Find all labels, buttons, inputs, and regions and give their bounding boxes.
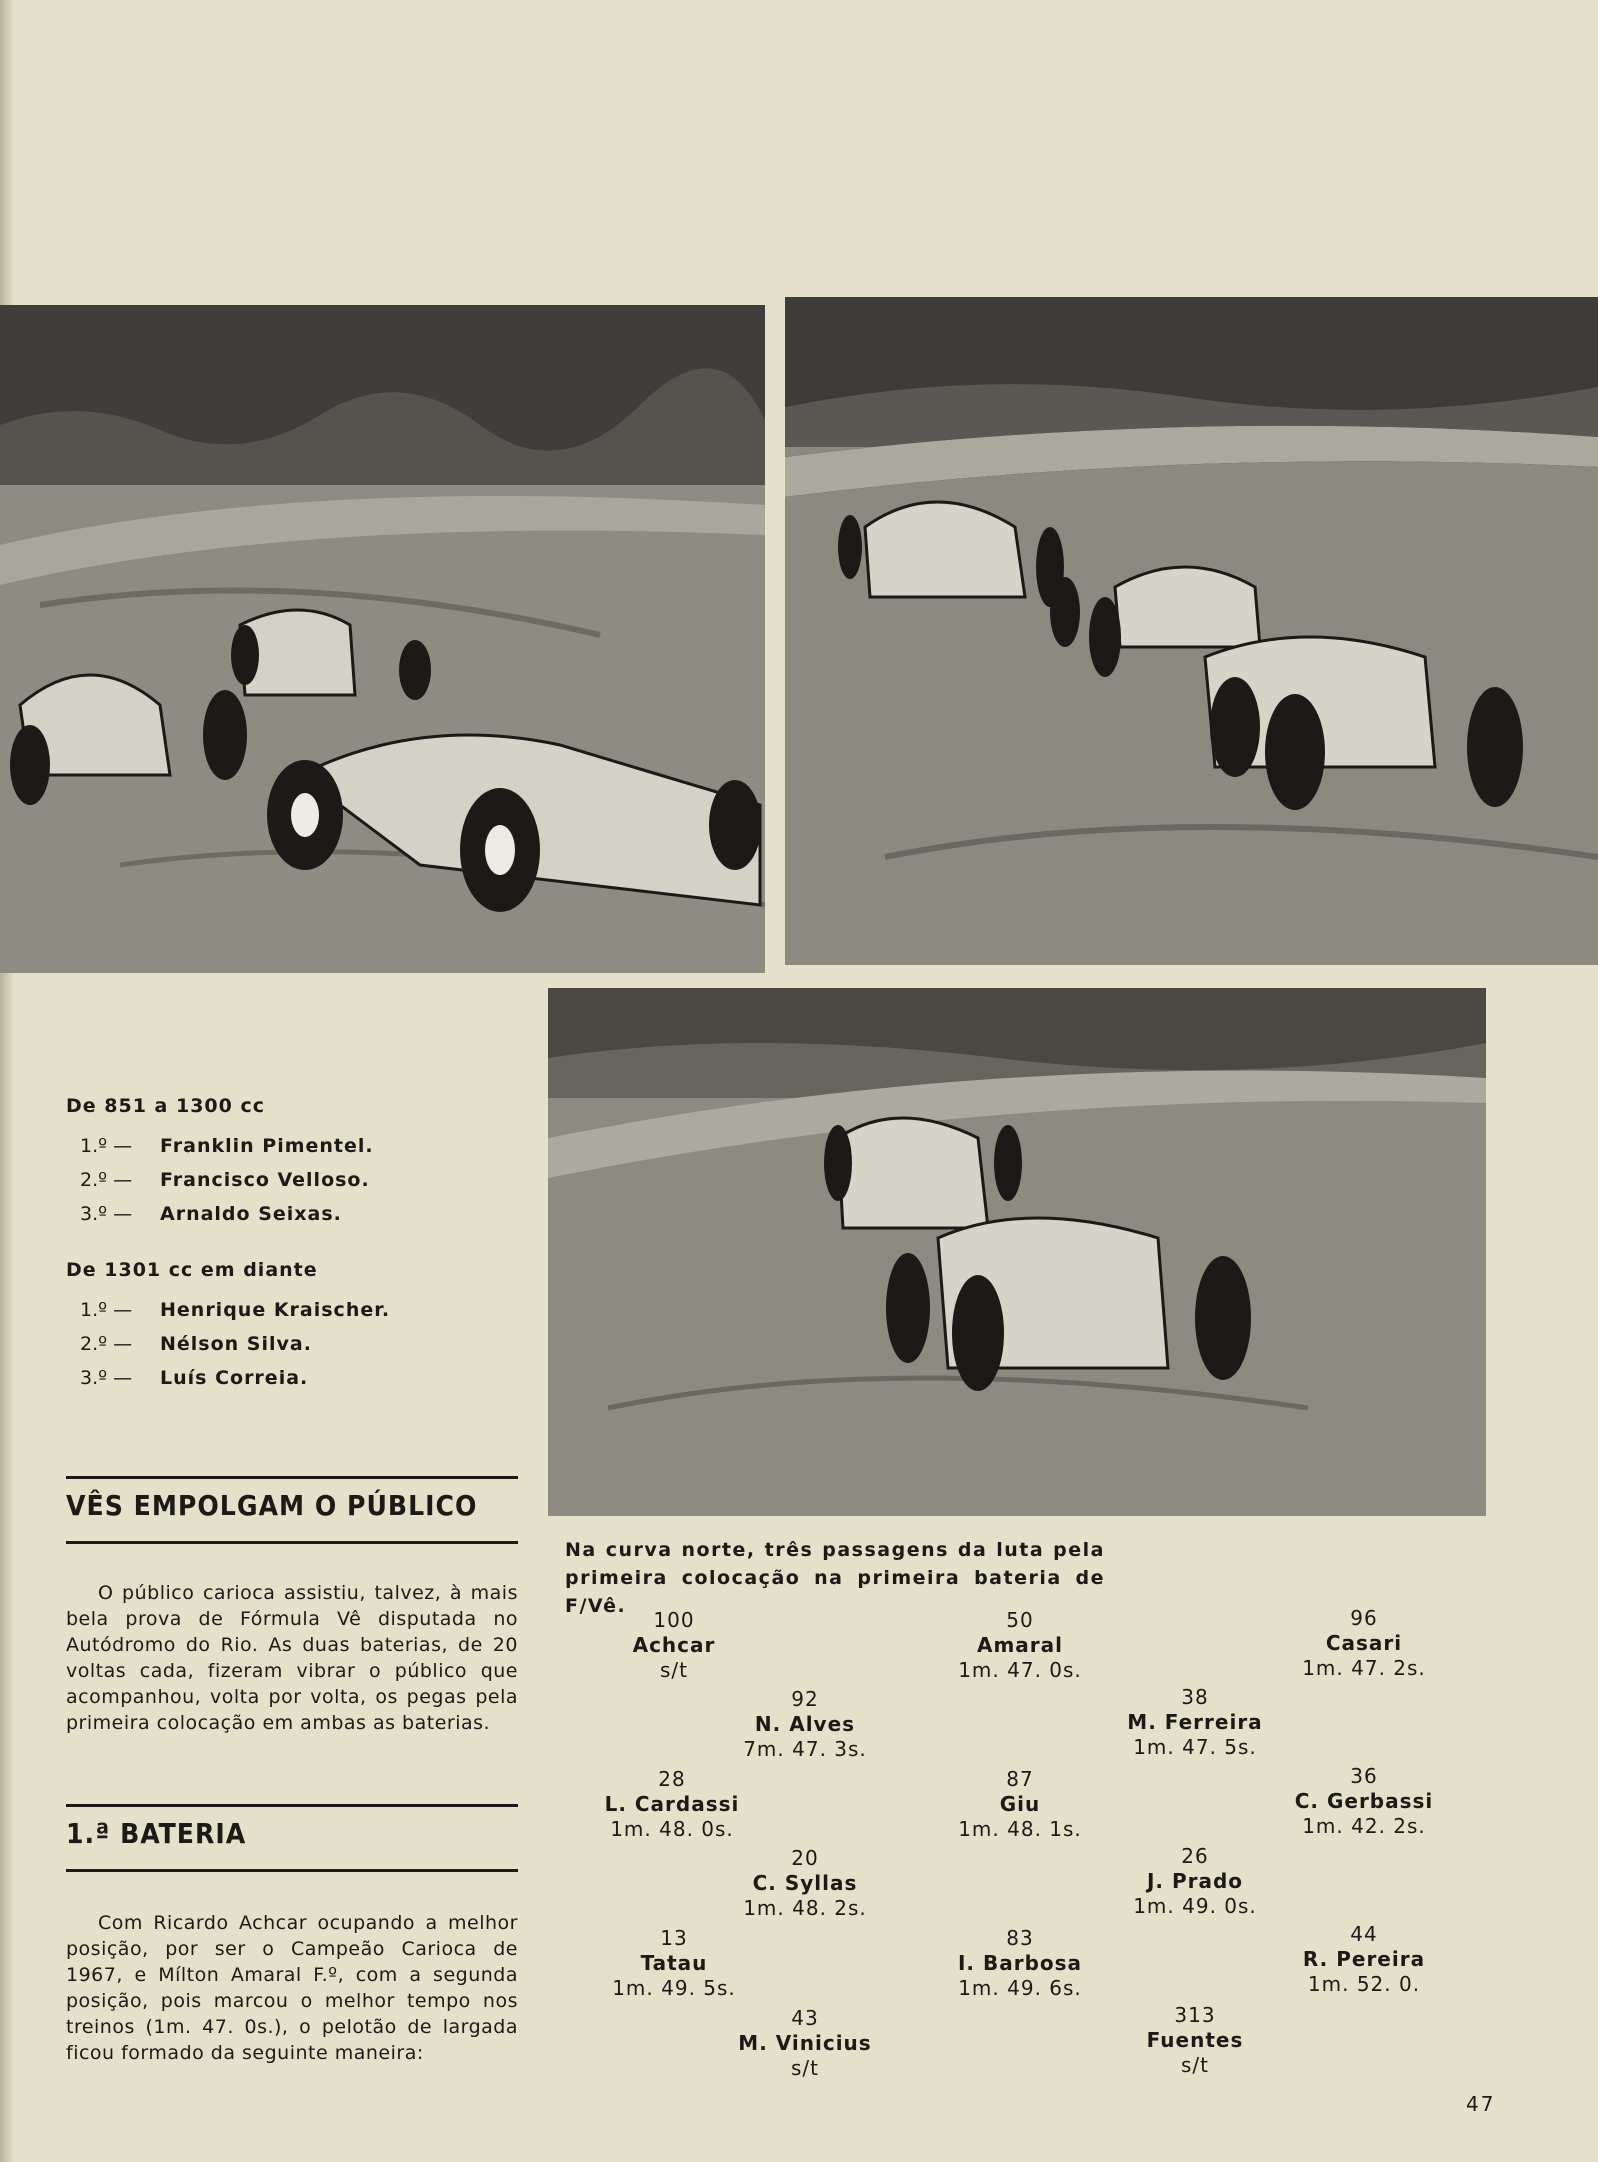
section-paragraph-ves: O público carioca assistiu, talvez, à mais bela prova de Fórmula Vê disputada no Autódromo do Rio. As duas baterias, de 20 voltas cada, fizeram vibrar o público que acompanhou, volta por volta, os pegas pela primeira colocação em ambas as baterias.	[66, 1582, 518, 1734]
lap-time: 1m. 47. 0s.	[958, 1658, 1082, 1682]
result-position: 1.º —	[80, 1299, 133, 1321]
grid-entry	[685, 1687, 925, 1762]
driver-name: M. Vinicius	[738, 2031, 872, 2055]
driver-name: Amaral	[976, 1633, 1064, 1657]
lap-time: 1m. 47. 5s.	[1133, 1735, 1257, 1759]
lap-time: 1m. 47. 2s.	[1302, 1656, 1426, 1680]
lap-time: 1m. 42. 2s.	[1302, 1814, 1426, 1838]
car-number: 20	[791, 1846, 819, 1870]
result-position: 2.º —	[80, 1169, 133, 1191]
class-heading: De 851 a 1300 cc	[66, 1095, 266, 1117]
result-driver: Luís Correia.	[160, 1367, 309, 1389]
grid-entry	[685, 1846, 925, 1921]
section-title-ves: VÊS EMPOLGAM O PÚBLICO	[66, 1476, 518, 1544]
driver-name: N. Alves	[754, 1712, 856, 1736]
grid-entry	[900, 1767, 1140, 1842]
result-driver: Francisco Velloso.	[160, 1169, 370, 1191]
car-number: 36	[1350, 1764, 1378, 1788]
driver-name: I. Barbosa	[957, 1951, 1083, 1975]
driver-name: Casari	[1325, 1631, 1403, 1655]
grid-entry	[685, 2006, 925, 2081]
grid-entry	[1075, 2003, 1315, 2078]
car-number: 28	[658, 1767, 686, 1791]
grid-entry	[1075, 1685, 1315, 1760]
lap-time: 7m. 47. 3s.	[743, 1737, 867, 1761]
driver-name: Tatau	[640, 1951, 708, 1975]
result-row	[80, 1203, 516, 1225]
lap-time: s/t	[791, 2056, 819, 2080]
car-number: 38	[1181, 1685, 1209, 1709]
photo-caption: Na curva norte, três passagens da luta pela primeira colocação na primeira bateria de F/Vê.	[565, 1539, 1105, 1617]
grid-entry	[552, 1767, 792, 1842]
lap-time: s/t	[1181, 2053, 1209, 2077]
result-row	[80, 1299, 516, 1321]
driver-name: Fuentes	[1146, 2028, 1244, 2052]
lap-time: 1m. 52. 0.	[1307, 1972, 1421, 1996]
driver-name: C. Syllas	[752, 1871, 858, 1895]
driver-name: M. Ferreira	[1127, 1710, 1263, 1734]
result-row	[80, 1367, 516, 1389]
lap-time: s/t	[660, 1658, 688, 1682]
car-number: 26	[1181, 1844, 1209, 1868]
driver-name: R. Pereira	[1302, 1947, 1426, 1971]
driver-name: Achcar	[632, 1633, 716, 1657]
grid-entry	[554, 1926, 794, 2001]
result-driver: Henrique Kraischer.	[160, 1299, 391, 1321]
car-number: 83	[1006, 1926, 1034, 1950]
race-photo-bottom	[548, 988, 1486, 1516]
page-number: 47	[1466, 2092, 1496, 2116]
car-number: 313	[1174, 2003, 1216, 2027]
car-number: 96	[1350, 1606, 1378, 1630]
result-row	[80, 1169, 516, 1191]
lap-time: 1m. 48. 0s.	[610, 1817, 734, 1841]
driver-name: Giu	[999, 1792, 1041, 1816]
result-driver: Nélson Silva.	[160, 1333, 312, 1355]
car-number: 44	[1350, 1922, 1378, 1946]
class-results	[66, 1095, 516, 1401]
lap-time: 1m. 49. 0s.	[1133, 1894, 1257, 1918]
grid-entry	[900, 1926, 1140, 2001]
grid-entry	[554, 1608, 794, 1683]
result-driver: Franklin Pimentel.	[160, 1135, 374, 1157]
grid-entry	[1075, 1844, 1315, 1919]
result-driver: Arnaldo Seixas.	[160, 1203, 342, 1225]
lap-time: 1m. 49. 5s.	[612, 1976, 736, 2000]
driver-name: L. Cardassi	[604, 1792, 740, 1816]
result-position: 3.º —	[80, 1367, 133, 1389]
grid-entry	[900, 1608, 1140, 1683]
grid-entry	[1244, 1606, 1484, 1681]
result-row	[80, 1333, 516, 1355]
car-number: 100	[653, 1608, 695, 1632]
result-position: 2.º —	[80, 1333, 133, 1355]
driver-name: C. Gerbassi	[1294, 1789, 1434, 1813]
result-row	[80, 1135, 516, 1157]
grid-entry	[1244, 1764, 1484, 1839]
result-position: 1.º —	[80, 1135, 133, 1157]
car-number: 50	[1006, 1608, 1034, 1632]
lap-time: 1m. 48. 2s.	[743, 1896, 867, 1920]
race-photo-top-left	[0, 305, 765, 973]
section-paragraph-bateria: Com Ricardo Achcar ocupando a melhor posição, por ser o Campeão Carioca de 1967, e Mílton Amaral F.º, com a segunda posição, pois marcou o melhor tempo nos treinos (1m. 47. 0s.), o pelotão de largada ficou formado da seguinte maneira:	[66, 1912, 518, 2064]
class-heading: De 1301 cc em diante	[66, 1259, 318, 1281]
car-number: 87	[1006, 1767, 1034, 1791]
lap-time: 1m. 49. 6s.	[958, 1976, 1082, 2000]
result-position: 3.º —	[80, 1203, 133, 1225]
section-title-bateria: 1.ª BATERIA	[66, 1804, 518, 1872]
driver-name: J. Prado	[1146, 1869, 1244, 1893]
car-number: 13	[660, 1926, 688, 1950]
car-number: 43	[791, 2006, 819, 2030]
car-number: 92	[791, 1687, 819, 1711]
lap-time: 1m. 48. 1s.	[958, 1817, 1082, 1841]
grid-entry	[1244, 1922, 1484, 1997]
race-photo-top-right	[785, 297, 1598, 965]
